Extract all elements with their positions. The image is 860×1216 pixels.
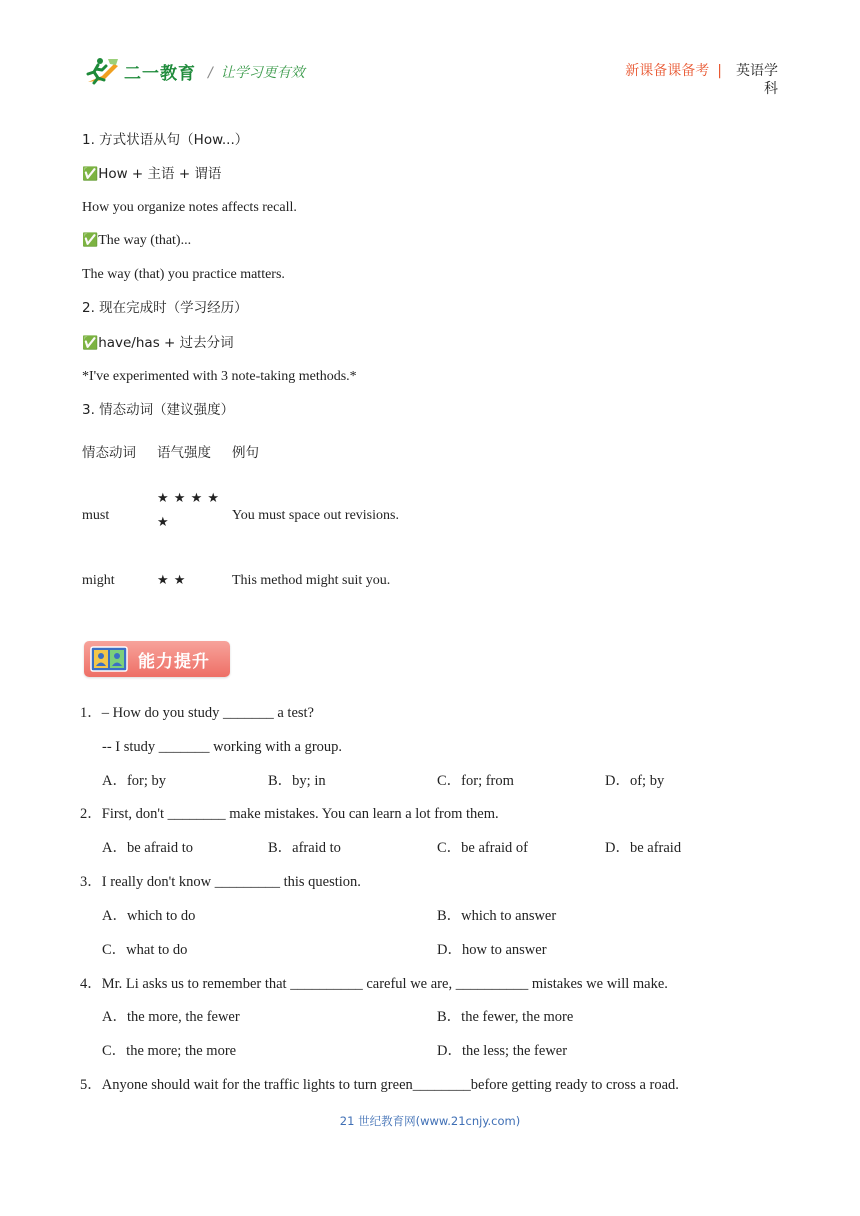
table-header-strength: 语气强度 [157, 445, 211, 461]
question-1-option-a[interactable]: A．for; by [102, 773, 167, 789]
table-header-example: 例句 [232, 445, 259, 461]
question-1-stem-2: -- I study _______ working with a group. [102, 739, 343, 755]
question-1-option-d[interactable]: D．of; by [605, 773, 665, 789]
group-icon [90, 646, 128, 672]
question-3-option-c[interactable]: C．what to do [102, 942, 188, 958]
check-icon: ✅ [82, 233, 99, 248]
question-2-option-c[interactable]: C．be afraid of [437, 840, 528, 856]
question-2-option-d[interactable]: D．be afraid [605, 840, 682, 856]
question-3-option-a[interactable]: A．which to do [102, 908, 196, 924]
table-header-verb: 情态动词 [82, 445, 136, 461]
grammar-rule-3 [82, 334, 234, 353]
table-row-verb: might [82, 573, 115, 588]
grammar-example-3: *I've experimented with 3 note-taking methods.* [82, 369, 357, 384]
strength-stars: ★ ★ [157, 573, 186, 588]
question-4-stem: 4．Mr. Li asks us to remember that __________ careful we are, __________ mistakes we will make. [80, 976, 668, 992]
question-4-option-b[interactable]: B．the fewer, the more [437, 1009, 574, 1025]
grammar-example-2: The way (that) you practice matters. [82, 267, 285, 282]
grammar-rule-1 [82, 165, 221, 184]
slash-divider: / [208, 65, 213, 81]
question-3-option-b[interactable]: B．which to answer [437, 908, 557, 924]
question-1-option-c[interactable]: C．for; from [437, 773, 514, 789]
header-right [625, 62, 778, 98]
question-5-stem: 5．Anyone should wait for the traffic lights to turn green________before getting ready to cross a road. [80, 1077, 679, 1093]
table-row-verb: must [82, 508, 110, 523]
question-4-option-a[interactable]: A．the more, the fewer [102, 1009, 240, 1025]
site-logo[interactable] [84, 56, 196, 86]
question-1-option-b[interactable]: B．by; in [268, 773, 326, 789]
question-2-option-b[interactable]: B．afraid to [268, 840, 341, 856]
grammar-rule-2 [82, 232, 191, 250]
question-2-option-a[interactable]: A．be afraid to [102, 840, 193, 856]
grammar-heading-2: 2. 现在完成时（学习经历） [82, 300, 248, 316]
question-1-stem: 1．– How do you study _______ a test? [80, 705, 314, 721]
footer-link[interactable]: 21 世纪教育网(www.21cnjy.com) [339, 1114, 521, 1128]
question-4-option-d[interactable]: D．the less; the fewer [437, 1043, 568, 1059]
grammar-heading-3: 3. 情态动词（建议强度） [82, 402, 235, 418]
grammar-example-1: How you organize notes affects recall. [82, 200, 297, 215]
question-3-stem: 3．I really don't know _________ this question. [80, 874, 361, 890]
header-subject: 英语学科 [736, 63, 778, 97]
slogan-text: 让学习更有效 [220, 65, 305, 81]
check-icon: ✅ [82, 336, 99, 351]
runner-icon [84, 56, 120, 86]
slogan [208, 62, 305, 82]
banner-label: 能力提升 [138, 651, 210, 672]
grammar-rule-3-text: have/has + 过去分词 [98, 335, 234, 351]
grammar-rule-2-text: The way (that)... [98, 233, 192, 248]
logo-text: 二一教育 [124, 63, 196, 84]
question-4-option-c[interactable]: C．the more; the more [102, 1043, 237, 1059]
check-icon: ✅ [82, 167, 99, 182]
grammar-rule-1-text: How + 主语 + 谓语 [98, 166, 222, 182]
header-course-label: 新课备课备考 [625, 63, 710, 79]
question-2-stem: 2．First, don't ________ make mistakes. You can learn a lot from them. [80, 806, 499, 822]
table-row-example: This method might suit you. [232, 573, 391, 588]
header-divider: | [717, 63, 722, 79]
table-row-example: You must space out revisions. [232, 508, 399, 523]
strength-stars: ★ ★ ★ ★ ★ [157, 491, 220, 530]
grammar-heading-1: 1. 方式状语从句（How...） [82, 132, 249, 148]
question-3-option-d[interactable]: D．how to answer [437, 942, 547, 958]
section-banner [84, 641, 230, 677]
